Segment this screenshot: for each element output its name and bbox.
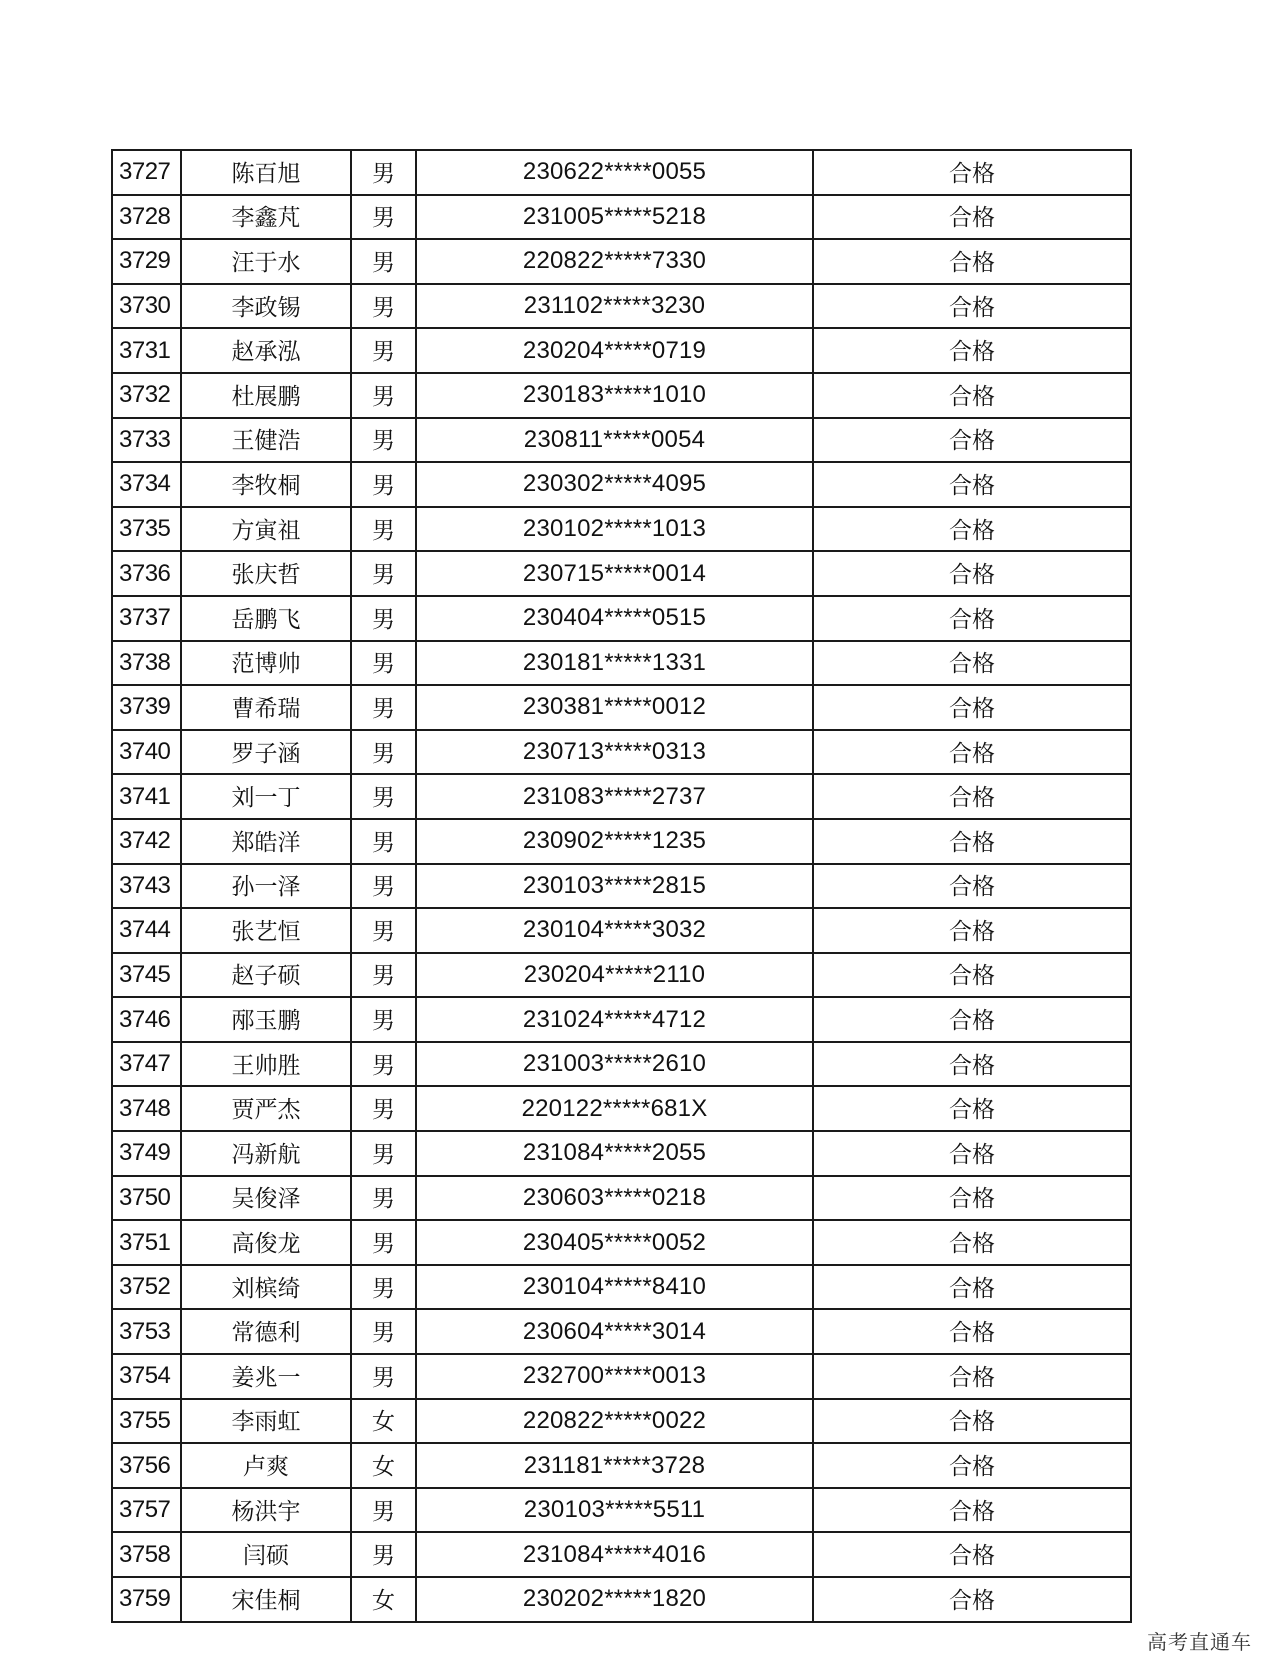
- table-row: [112, 150, 1131, 195]
- candidate-name: 李政锡: [181, 284, 351, 329]
- table-row: [112, 418, 1131, 463]
- row-number: 3742: [112, 819, 181, 864]
- result-status: 合格: [813, 1399, 1131, 1444]
- candidate-name: 王健浩: [181, 418, 351, 463]
- candidate-gender: 男: [351, 1086, 416, 1131]
- candidate-name: 宋佳桐: [181, 1577, 351, 1622]
- candidate-name: 赵子硕: [181, 953, 351, 998]
- table-row: [112, 1488, 1131, 1533]
- candidate-name: 杨洪宇: [181, 1488, 351, 1533]
- result-status: 合格: [813, 284, 1131, 329]
- table-row: [112, 1309, 1131, 1354]
- table-row: [112, 1176, 1131, 1221]
- result-status: 合格: [813, 1176, 1131, 1221]
- table-row: [112, 819, 1131, 864]
- result-status: 合格: [813, 373, 1131, 418]
- id-number: 230202*****1820: [416, 1577, 813, 1622]
- table-row: [112, 462, 1131, 507]
- table-row: [112, 1577, 1131, 1622]
- id-number: 231084*****2055: [416, 1131, 813, 1176]
- candidate-gender: 男: [351, 462, 416, 507]
- row-number: 3757: [112, 1488, 181, 1533]
- candidate-name: 刘一丁: [181, 774, 351, 819]
- row-number: 3738: [112, 641, 181, 686]
- candidate-name: 汪于水: [181, 239, 351, 284]
- id-number: 231083*****2737: [416, 774, 813, 819]
- row-number: 3728: [112, 195, 181, 240]
- id-number: 230713*****0313: [416, 730, 813, 775]
- id-number: 230102*****1013: [416, 507, 813, 552]
- candidate-gender: 男: [351, 1309, 416, 1354]
- row-number: 3733: [112, 418, 181, 463]
- table-row: [112, 1086, 1131, 1131]
- row-number: 3744: [112, 908, 181, 953]
- table-row: [112, 997, 1131, 1042]
- candidate-name: 赵承泓: [181, 328, 351, 373]
- candidate-gender: 男: [351, 284, 416, 329]
- row-number: 3737: [112, 596, 181, 641]
- table-row: [112, 641, 1131, 686]
- candidate-gender: 女: [351, 1399, 416, 1444]
- result-status: 合格: [813, 1131, 1131, 1176]
- row-number: 3747: [112, 1042, 181, 1087]
- candidate-gender: 男: [351, 1265, 416, 1310]
- table-row: [112, 864, 1131, 909]
- candidate-gender: 男: [351, 1131, 416, 1176]
- table-row: [112, 239, 1131, 284]
- table-row: [112, 1042, 1131, 1087]
- table-row: [112, 507, 1131, 552]
- candidate-gender: 男: [351, 774, 416, 819]
- candidate-gender: 男: [351, 328, 416, 373]
- row-number: 3758: [112, 1532, 181, 1577]
- result-status: 合格: [813, 641, 1131, 686]
- id-number: 230404*****0515: [416, 596, 813, 641]
- table-row: [112, 908, 1131, 953]
- result-status: 合格: [813, 328, 1131, 373]
- id-number: 220822*****7330: [416, 239, 813, 284]
- candidate-gender: 男: [351, 997, 416, 1042]
- candidate-gender: 男: [351, 1354, 416, 1399]
- candidate-name: 刘槟绮: [181, 1265, 351, 1310]
- result-status: 合格: [813, 1265, 1131, 1310]
- row-number: 3739: [112, 685, 181, 730]
- candidate-name: 冯新航: [181, 1131, 351, 1176]
- id-number: 230603*****0218: [416, 1176, 813, 1221]
- result-status: 合格: [813, 596, 1131, 641]
- candidate-name: 张艺恒: [181, 908, 351, 953]
- candidate-name: 孙一泽: [181, 864, 351, 909]
- result-status: 合格: [813, 1577, 1131, 1622]
- result-status: 合格: [813, 418, 1131, 463]
- result-status: 合格: [813, 819, 1131, 864]
- table-row: [112, 1399, 1131, 1444]
- result-status: 合格: [813, 1532, 1131, 1577]
- row-number: 3730: [112, 284, 181, 329]
- candidate-name: 常德利: [181, 1309, 351, 1354]
- table-row: [112, 284, 1131, 329]
- table-row: [112, 1443, 1131, 1488]
- row-number: 3745: [112, 953, 181, 998]
- id-number: 232700*****0013: [416, 1354, 813, 1399]
- result-status: 合格: [813, 730, 1131, 775]
- id-number: 230103*****2815: [416, 864, 813, 909]
- result-status: 合格: [813, 195, 1131, 240]
- candidate-gender: 男: [351, 1176, 416, 1221]
- candidate-gender: 男: [351, 908, 416, 953]
- result-status: 合格: [813, 908, 1131, 953]
- candidate-name: 吴俊泽: [181, 1176, 351, 1221]
- candidate-gender: 男: [351, 730, 416, 775]
- row-number: 3740: [112, 730, 181, 775]
- table-row: [112, 195, 1131, 240]
- candidate-name: 曹希瑞: [181, 685, 351, 730]
- candidate-gender: 女: [351, 1443, 416, 1488]
- candidate-name: 王帅胜: [181, 1042, 351, 1087]
- candidate-name: 陈百旭: [181, 150, 351, 195]
- row-number: 3736: [112, 551, 181, 596]
- candidate-gender: 男: [351, 1488, 416, 1533]
- result-status: 合格: [813, 239, 1131, 284]
- candidate-gender: 男: [351, 150, 416, 195]
- id-number: 231181*****3728: [416, 1443, 813, 1488]
- candidate-gender: 男: [351, 507, 416, 552]
- candidate-gender: 男: [351, 864, 416, 909]
- id-number: 231005*****5218: [416, 195, 813, 240]
- id-number: 231003*****2610: [416, 1042, 813, 1087]
- result-table: [111, 149, 1132, 1623]
- result-status: 合格: [813, 953, 1131, 998]
- candidate-gender: 男: [351, 239, 416, 284]
- row-number: 3741: [112, 774, 181, 819]
- result-status: 合格: [813, 1354, 1131, 1399]
- row-number: 3743: [112, 864, 181, 909]
- table-row: [112, 328, 1131, 373]
- row-number: 3754: [112, 1354, 181, 1399]
- watermark: 高考直通车: [1147, 1630, 1252, 1654]
- candidate-name: 范博帅: [181, 641, 351, 686]
- candidate-name: 张庆哲: [181, 551, 351, 596]
- id-number: 230715*****0014: [416, 551, 813, 596]
- id-number: 230811*****0054: [416, 418, 813, 463]
- row-number: 3732: [112, 373, 181, 418]
- result-status: 合格: [813, 1309, 1131, 1354]
- table-row: [112, 1131, 1131, 1176]
- row-number: 3731: [112, 328, 181, 373]
- candidate-gender: 男: [351, 551, 416, 596]
- row-number: 3753: [112, 1309, 181, 1354]
- id-number: 230104*****8410: [416, 1265, 813, 1310]
- row-number: 3751: [112, 1220, 181, 1265]
- result-status: 合格: [813, 685, 1131, 730]
- row-number: 3734: [112, 462, 181, 507]
- candidate-name: 岳鹏飞: [181, 596, 351, 641]
- candidate-name: 李牧桐: [181, 462, 351, 507]
- result-status: 合格: [813, 150, 1131, 195]
- row-number: 3749: [112, 1131, 181, 1176]
- row-number: 3755: [112, 1399, 181, 1444]
- result-status: 合格: [813, 997, 1131, 1042]
- id-number: 231102*****3230: [416, 284, 813, 329]
- candidate-name: 罗子涵: [181, 730, 351, 775]
- candidate-name: 李鑫芃: [181, 195, 351, 240]
- candidate-gender: 男: [351, 641, 416, 686]
- result-status: 合格: [813, 1086, 1131, 1131]
- id-number: 231084*****4016: [416, 1532, 813, 1577]
- table-row: [112, 373, 1131, 418]
- candidate-gender: 男: [351, 1220, 416, 1265]
- candidate-name: 杜展鹏: [181, 373, 351, 418]
- row-number: 3756: [112, 1443, 181, 1488]
- id-number: 230604*****3014: [416, 1309, 813, 1354]
- candidate-gender: 男: [351, 373, 416, 418]
- id-number: 230405*****0052: [416, 1220, 813, 1265]
- candidate-gender: 男: [351, 953, 416, 998]
- candidate-name: 李雨虹: [181, 1399, 351, 1444]
- result-status: 合格: [813, 864, 1131, 909]
- row-number: 3727: [112, 150, 181, 195]
- table-row: [112, 551, 1131, 596]
- candidate-name: 方寅祖: [181, 507, 351, 552]
- table-row: [112, 1265, 1131, 1310]
- row-number: 3752: [112, 1265, 181, 1310]
- result-status: 合格: [813, 774, 1131, 819]
- table-row: [112, 1532, 1131, 1577]
- table-row: [112, 685, 1131, 730]
- result-status: 合格: [813, 551, 1131, 596]
- id-number: 230902*****1235: [416, 819, 813, 864]
- candidate-name: 高俊龙: [181, 1220, 351, 1265]
- result-status: 合格: [813, 462, 1131, 507]
- id-number: 220822*****0022: [416, 1399, 813, 1444]
- id-number: 230622*****0055: [416, 150, 813, 195]
- candidate-name: 姜兆一: [181, 1354, 351, 1399]
- candidate-gender: 男: [351, 685, 416, 730]
- table-row: [112, 774, 1131, 819]
- table-row: [112, 1220, 1131, 1265]
- table-row: [112, 1354, 1131, 1399]
- row-number: 3750: [112, 1176, 181, 1221]
- id-number: 230104*****3032: [416, 908, 813, 953]
- id-number: 220122*****681X: [416, 1086, 813, 1131]
- result-status: 合格: [813, 1488, 1131, 1533]
- row-number: 3748: [112, 1086, 181, 1131]
- id-number: 231024*****4712: [416, 997, 813, 1042]
- candidate-gender: 男: [351, 418, 416, 463]
- candidate-name: 贾严杰: [181, 1086, 351, 1131]
- id-number: 230302*****4095: [416, 462, 813, 507]
- candidate-gender: 男: [351, 819, 416, 864]
- id-number: 230103*****5511: [416, 1488, 813, 1533]
- table-row: [112, 596, 1131, 641]
- candidate-gender: 男: [351, 1532, 416, 1577]
- row-number: 3759: [112, 1577, 181, 1622]
- candidate-gender: 男: [351, 195, 416, 240]
- row-number: 3729: [112, 239, 181, 284]
- table-row: [112, 730, 1131, 775]
- candidate-name: 郑皓洋: [181, 819, 351, 864]
- id-number: 230381*****0012: [416, 685, 813, 730]
- result-status: 合格: [813, 1220, 1131, 1265]
- row-number: 3746: [112, 997, 181, 1042]
- result-status: 合格: [813, 1443, 1131, 1488]
- result-status: 合格: [813, 507, 1131, 552]
- id-number: 230183*****1010: [416, 373, 813, 418]
- candidate-gender: 男: [351, 1042, 416, 1087]
- candidate-gender: 男: [351, 596, 416, 641]
- table-body: [112, 150, 1131, 1622]
- id-number: 230204*****2110: [416, 953, 813, 998]
- row-number: 3735: [112, 507, 181, 552]
- result-status: 合格: [813, 1042, 1131, 1087]
- id-number: 230204*****0719: [416, 328, 813, 373]
- candidate-name: 邴玉鹏: [181, 997, 351, 1042]
- candidate-gender: 女: [351, 1577, 416, 1622]
- candidate-name: 闫硕: [181, 1532, 351, 1577]
- table-row: [112, 953, 1131, 998]
- id-number: 230181*****1331: [416, 641, 813, 686]
- candidate-name: 卢爽: [181, 1443, 351, 1488]
